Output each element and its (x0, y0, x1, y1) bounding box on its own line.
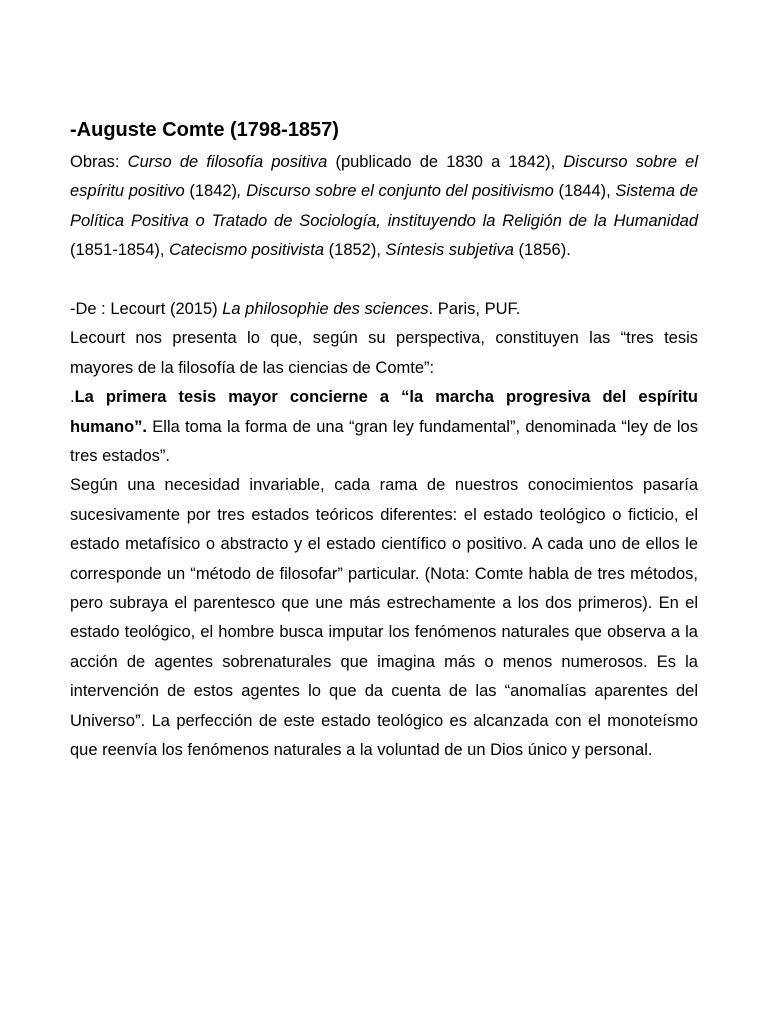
section-heading: -Auguste Comte (1798-1857) (70, 119, 339, 141)
intro-paragraph: Lecourt nos presenta lo que, según su perspectiva, constituyen las “tres tesis mayores de la filosofía de las ciencias de Comte”: (70, 329, 698, 377)
reference-text: -De : Lecourt (2015) (70, 300, 223, 319)
works-text: (1852), (324, 241, 386, 260)
thesis-bold-text: La primera tesis mayor concierne a “la marcha progresiva del espíritu humano”. (70, 388, 698, 436)
works-text: (1851-1854), (70, 241, 170, 260)
works-text: (publicado de 1830 a 1842), (327, 153, 564, 171)
work-title: , Discurso sobre el conjunto del positivismo (237, 182, 554, 201)
thesis-paragraph (70, 383, 698, 471)
work-title: Síntesis subjetiva (385, 241, 514, 260)
work-title: Curso de filosofía positiva (127, 153, 328, 171)
works-text: (1842) (184, 182, 238, 201)
work-title: Discurso sobre el espíritu positivo (70, 153, 698, 201)
document-page (70, 116, 698, 766)
thesis-prefix: . (70, 388, 75, 407)
works-text: (1844), (553, 182, 616, 201)
thesis-text: Ella toma la forma de una “gran ley fundamental”, denominada “ley de los tres estados”. (70, 417, 698, 466)
works-text: Obras: (70, 153, 128, 171)
work-title: Catecismo positivista (169, 241, 325, 260)
works-text: (1856). (513, 241, 571, 260)
works-paragraph (70, 148, 698, 266)
blank-line (70, 266, 698, 295)
reference-title: La philosophie des sciences (222, 300, 429, 319)
reference-paragraph (70, 295, 698, 324)
body-paragraph: Según una necesidad invariable, cada rama de nuestros conocimientos pasaría sucesivamente por tres estados teóricos diferentes: el estado teológico o ficticio, el estado metafísico o abstracto y el estado científico o positivo. A cada uno de ellos le corresponde un “método de filosofar” particular. (Nota: Comte habla de tres métodos, pero subraya el parentesco que une más estrechamente a los dos primeros). En el estado teológico, el hombre busca imputar los fenómenos naturales que observa a la acción de agentes sobrenaturales que imagina más o menos numerosos. Es la intervención de estos agentes lo que da cuenta de las “anomalías aparentes del Universo”. La perfección de este estado teológico es alcanzada con el monoteísmo que reenvía los fenómenos naturales a la voluntad de un Dios único y personal. (70, 476, 698, 760)
work-title: Sistema de Política Positiva o Tratado de Sociología, instituyendo la Religión de la Humanidad (70, 182, 698, 230)
reference-text: . Paris, PUF. (428, 300, 521, 319)
